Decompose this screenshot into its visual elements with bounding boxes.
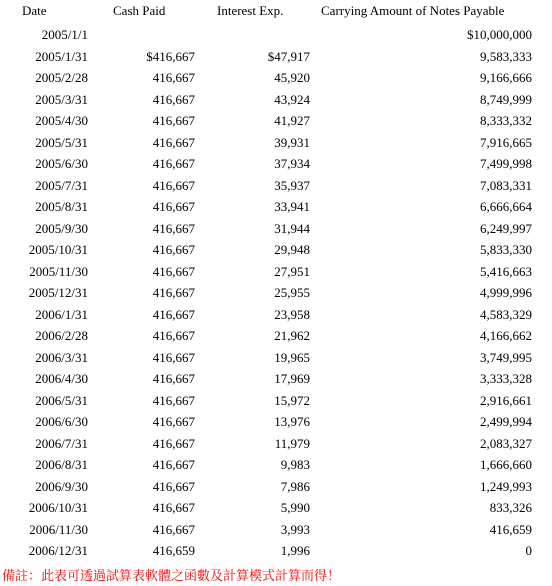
cell-interest-exp: 43,924 (274, 91, 310, 107)
table-row (0, 282, 532, 304)
cell-interest-exp: 29,948 (274, 242, 310, 257)
cell-interest-exp: 35,937 (274, 177, 310, 193)
cell-carrying-amount: 7,499,998 (480, 156, 532, 171)
header-row (0, 3, 532, 24)
cell-interest-exp: 19,965 (274, 349, 310, 365)
cell-date: 2006/6/30 (35, 414, 88, 429)
table-row (0, 497, 532, 519)
table-row (0, 368, 532, 390)
cell-cash-paid: 416,667 (152, 500, 195, 515)
cell-interest-exp: 25,955 (274, 285, 310, 300)
cell-date: 2005/1/1 (41, 27, 88, 42)
amortization-table (0, 3, 532, 562)
header-date: Date (22, 3, 47, 18)
cell-date: 2005/3/31 (35, 91, 88, 107)
table-row (0, 476, 532, 498)
cell-interest-exp: 45,920 (274, 70, 310, 85)
cell-interest-exp: 39,931 (274, 134, 310, 150)
table-row (0, 304, 532, 326)
cell-carrying-amount: 3,749,995 (480, 349, 532, 365)
cell-cash-paid: 416,667 (152, 328, 195, 343)
cell-carrying-amount: 7,083,331 (480, 177, 532, 193)
cell-carrying-amount: 4,583,329 (480, 306, 532, 322)
cell-carrying-amount: 0 (525, 543, 532, 558)
table-row (0, 132, 532, 154)
cell-cash-paid: 416,667 (152, 392, 195, 408)
cell-carrying-amount: 6,249,997 (480, 220, 532, 236)
cell-interest-exp: $47,917 (267, 48, 310, 64)
cell-interest-exp: 33,941 (274, 199, 310, 214)
cell-cash-paid: 416,667 (152, 285, 195, 300)
cell-date: 2006/9/30 (35, 478, 88, 494)
cell-cash-paid: 416,667 (152, 414, 195, 429)
cell-interest-exp: 9,983 (280, 457, 310, 472)
cell-cash-paid: $416,667 (146, 48, 195, 64)
cell-cash-paid: 416,667 (152, 199, 195, 214)
cell-cash-paid: 416,667 (152, 113, 195, 128)
cell-cash-paid: 416,667 (152, 220, 195, 236)
cell-date: 2005/7/31 (35, 177, 88, 193)
table-row (0, 433, 532, 455)
cell-interest-exp: 3,993 (280, 521, 310, 537)
cell-carrying-amount: $10,000,000 (467, 27, 532, 42)
cell-date: 2005/8/31 (35, 199, 88, 214)
cell-carrying-amount: 4,999,996 (480, 285, 532, 300)
cell-date: 2006/4/30 (35, 371, 88, 386)
cell-carrying-amount: 2,916,661 (480, 392, 532, 408)
header-cash-paid: Cash Paid (113, 3, 166, 18)
table-row (0, 454, 532, 476)
cell-carrying-amount: 1,249,993 (480, 478, 532, 494)
cell-interest-exp (195, 24, 310, 46)
table-row (0, 261, 532, 283)
cell-date: 2006/8/31 (35, 457, 88, 472)
cell-date: 2005/1/31 (35, 48, 88, 64)
cell-interest-exp: 11,979 (274, 435, 310, 451)
table-row (0, 24, 532, 46)
cell-date: 2006/7/31 (35, 435, 88, 451)
cell-carrying-amount: 6,666,664 (480, 199, 532, 214)
cell-cash-paid (88, 24, 195, 46)
cell-date: 2005/6/30 (35, 156, 88, 171)
table-body (0, 24, 532, 562)
cell-cash-paid: 416,667 (152, 91, 195, 107)
header-interest-exp: Interest Exp. (217, 3, 284, 18)
cell-cash-paid: 416,667 (152, 242, 195, 257)
cell-cash-paid: 416,667 (152, 306, 195, 322)
cell-date: 2005/10/31 (28, 242, 88, 257)
cell-carrying-amount: 833,326 (489, 500, 532, 515)
cell-interest-exp: 41,927 (274, 113, 310, 128)
table-row (0, 67, 532, 89)
cell-carrying-amount: 3,333,328 (480, 371, 532, 386)
cell-cash-paid: 416,667 (152, 177, 195, 193)
cell-cash-paid: 416,667 (152, 349, 195, 365)
cell-interest-exp: 7,986 (280, 478, 310, 494)
table-row (0, 540, 532, 562)
table-row (0, 347, 532, 369)
cell-date: 2005/5/31 (35, 134, 88, 150)
cell-date: 2005/2/28 (35, 70, 88, 85)
table-row (0, 175, 532, 197)
cell-interest-exp: 15,972 (274, 392, 310, 408)
cell-carrying-amount: 4,166,662 (480, 328, 532, 343)
table-row (0, 196, 532, 218)
cell-date: 2006/3/31 (35, 349, 88, 365)
cell-cash-paid: 416,667 (152, 435, 195, 451)
cell-carrying-amount: 2,083,327 (480, 435, 532, 451)
cell-carrying-amount: 8,333,332 (480, 113, 532, 128)
cell-date: 2005/11/30 (29, 263, 88, 279)
cell-interest-exp: 23,958 (274, 306, 310, 322)
cell-cash-paid: 416,659 (152, 543, 195, 558)
table-row (0, 110, 532, 132)
cell-interest-exp: 37,934 (274, 156, 310, 171)
cell-date: 2006/2/28 (35, 328, 88, 343)
table-row (0, 239, 532, 261)
cell-carrying-amount: 5,833,330 (480, 242, 532, 257)
cell-interest-exp: 5,990 (280, 500, 310, 515)
cell-interest-exp: 27,951 (274, 263, 310, 279)
cell-date: 2006/10/31 (28, 500, 88, 515)
cell-interest-exp: 31,944 (274, 220, 310, 236)
cell-cash-paid: 416,667 (152, 457, 195, 472)
cell-cash-paid: 416,667 (152, 371, 195, 386)
cell-date: 2005/4/30 (35, 113, 88, 128)
cell-cash-paid: 416,667 (152, 156, 195, 171)
cell-interest-exp: 1,996 (280, 543, 310, 558)
cell-date: 2006/11/30 (29, 521, 88, 537)
cell-carrying-amount: 416,659 (489, 521, 532, 537)
table-row (0, 46, 532, 68)
cell-interest-exp: 17,969 (274, 371, 310, 386)
cell-interest-exp: 13,976 (274, 414, 310, 429)
cell-date: 2006/1/31 (35, 306, 88, 322)
cell-carrying-amount: 9,166,666 (480, 70, 532, 85)
table-row (0, 218, 532, 240)
table-row (0, 153, 532, 175)
cell-carrying-amount: 9,583,333 (480, 48, 532, 64)
cell-date: 2005/9/30 (35, 220, 88, 236)
cell-cash-paid: 416,667 (152, 478, 195, 494)
cell-carrying-amount: 1,666,660 (480, 457, 532, 472)
cell-carrying-amount: 7,916,665 (480, 134, 532, 150)
cell-date: 2005/12/31 (28, 285, 88, 300)
cell-carrying-amount: 2,499,994 (480, 414, 532, 429)
table-row (0, 390, 532, 412)
cell-date: 2006/12/31 (28, 543, 88, 558)
table-row (0, 519, 532, 541)
cell-carrying-amount: 5,416,663 (480, 263, 532, 279)
table-row (0, 325, 532, 347)
table-row (0, 89, 532, 111)
table-row (0, 411, 532, 433)
cell-cash-paid: 416,667 (152, 521, 195, 537)
cell-carrying-amount: 8,749,999 (480, 91, 532, 107)
cell-interest-exp: 21,962 (274, 328, 310, 343)
cell-cash-paid: 416,667 (152, 134, 195, 150)
header-carrying-amount: Carrying Amount of Notes Payable (321, 3, 505, 18)
cell-cash-paid: 416,667 (152, 263, 195, 279)
cell-date: 2006/5/31 (35, 392, 88, 408)
cell-cash-paid: 416,667 (152, 70, 195, 85)
footnote: 備註：此表可透過試算表軟體之函數及計算模式計算而得！ (2, 569, 341, 584)
